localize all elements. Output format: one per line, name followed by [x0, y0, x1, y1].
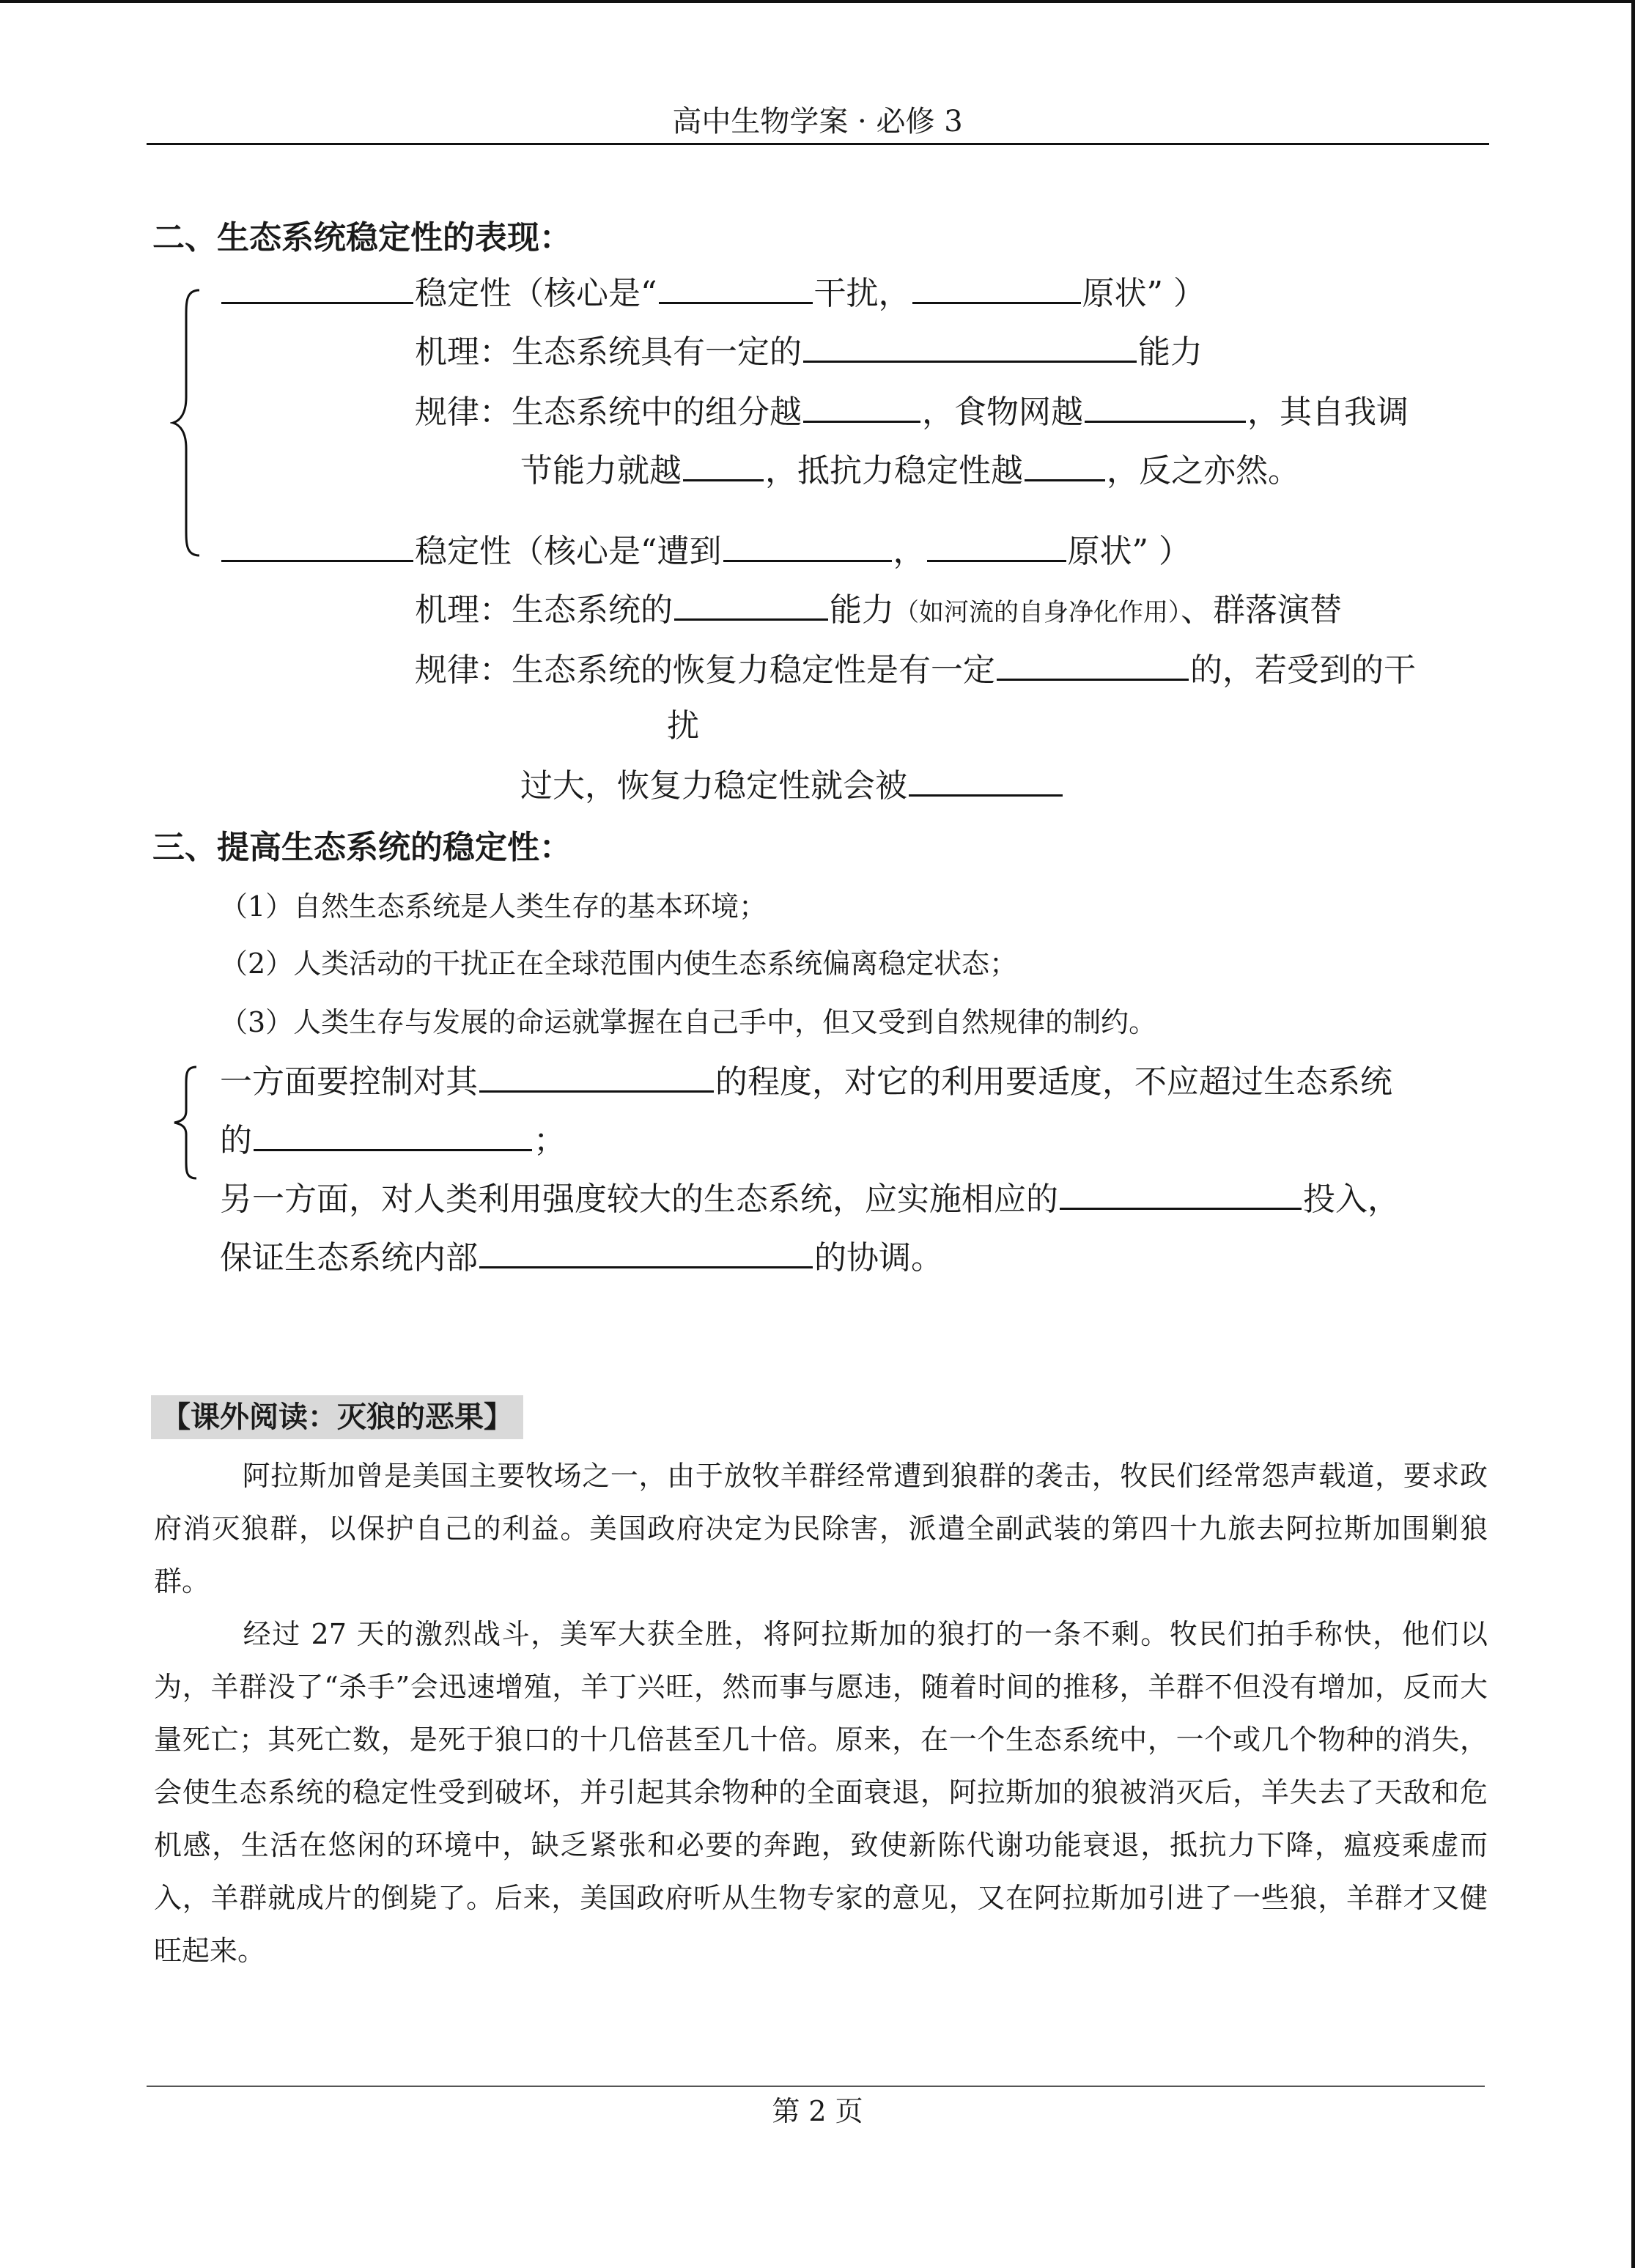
blank[interactable]: [479, 1237, 813, 1268]
resistance-mechanism: 机理：生态系统具有一定的 能力: [415, 331, 1203, 374]
page-border-right: [1631, 0, 1635, 2268]
blank[interactable]: [997, 649, 1189, 681]
page-header: [0, 103, 1635, 141]
resistance-rule: 规律：生态系统中的组分越 ，食物网越 ，其自我调: [415, 391, 1409, 434]
reading-paragraph-1: 阿拉斯加曾是美国主要牧场之一，由于放牧羊群经常遭到狼群的袭击，牧民们经常怨声载道，要求政府消灭狼群，以保护自己的利益。美国政府决定为民除害，派遣全副武装的第四十九旅去阿拉斯加围剿狼群。: [154, 1460, 1488, 1597]
resistance-rule-2: 节能力就越 ，抵抗力稳定性越 ，反之亦然。: [520, 450, 1300, 492]
blank[interactable]: [1085, 391, 1246, 423]
resilience-rule-wrap: 扰: [667, 707, 699, 745]
page-number: 第 2 页: [772, 2095, 863, 2127]
blank[interactable]: [221, 273, 413, 304]
section2-brace: [170, 287, 214, 558]
reading-title: 【课外阅读：灭狼的恶果】: [151, 1395, 523, 1439]
resilience-rule-2: 过大，恢复力稳定性就会被: [520, 765, 1064, 808]
header-title: 高中生物学案 · 必修 3: [672, 105, 963, 138]
section2-title: 二、生态系统稳定性的表现：: [152, 219, 572, 256]
section3-item-1: （1）自然生态系统是人类生存的基本环境；: [220, 890, 767, 923]
blank[interactable]: [927, 531, 1066, 562]
blank[interactable]: [479, 1061, 714, 1093]
blank[interactable]: [1025, 450, 1105, 481]
blank[interactable]: [909, 765, 1063, 797]
blank[interactable]: [1060, 1178, 1302, 1210]
header-rule: [147, 143, 1489, 145]
section3-item-3: （3）人类生存与发展的命运就掌握在自己手中，但又受到自然规律的制约。: [220, 1006, 1157, 1038]
blank[interactable]: [674, 589, 828, 621]
page-border-top: [0, 0, 1635, 3]
measure-line-1b: 的 ；: [220, 1120, 566, 1162]
blank[interactable]: [723, 531, 892, 562]
blank[interactable]: [683, 450, 764, 481]
blank[interactable]: [803, 331, 1137, 363]
reading-paragraph-2: 经过 27 天的激烈战斗，美军大获全胜，将阿拉斯加的狼打的一条不剩。牧民们拍手称快，他们以为，羊群没了“杀手”会迅速增殖，羊丁兴旺，然而事与愿违，随着时间的推移，羊群不但没有增加，反而大量死亡；其死亡数，是死于狼口的十几倍甚至几十倍。原来，在一个生态系统中，一个或几个物种的消失，会使生态系统的稳定性受到破坏，并引起其余物种的全面衰退，阿拉斯加的狼被消灭后，羊失去了天敌和危机感，生活在悠闲的环境中，缺乏紧张和必要的奔跑，致使新陈代谢功能衰退，抵抗力下降，瘟疫乘虚而入，羊群就成片的倒毙了。后来，美国政府听从生物专家的意见，又在阿拉斯加引进了一些狼，羊群才又健旺起来。: [154, 1618, 1488, 1967]
section3-item-2: （2）人类活动的干扰正在全球范围内使生态系统偏离稳定状态；: [220, 948, 1018, 980]
section3-title: 三、提高生态系统的稳定性：: [152, 829, 572, 866]
section3-brace: [171, 1064, 208, 1181]
blank[interactable]: [803, 391, 920, 423]
resilience-mechanism: 机理：生态系统的 能力（如河流的自身净化作用）、群落演替: [415, 589, 1342, 634]
measure-line-2b: 保证生态系统内部 的协调。: [220, 1237, 943, 1279]
blank[interactable]: [659, 273, 813, 304]
footer-rule: [147, 2086, 1485, 2087]
resilience-rule: 规律：生态系统的恢复力稳定性是有一定 的，若受到的干: [415, 649, 1416, 692]
blank[interactable]: [912, 273, 1081, 304]
blank[interactable]: [221, 531, 413, 562]
blank[interactable]: [254, 1120, 532, 1151]
measure-line-1: 一方面要控制对其 的程度，对它的利用要适度，不应超过生态系统: [220, 1061, 1392, 1104]
measure-line-2: 另一方面，对人类利用强度较大的生态系统，应实施相应的 投入，: [220, 1178, 1400, 1221]
resilience-line: 稳定性（核心是“遭到 ， 原状” ）: [220, 531, 1191, 573]
resistance-line: 稳定性（核心是“ 干扰， 原状” ）: [220, 273, 1206, 315]
